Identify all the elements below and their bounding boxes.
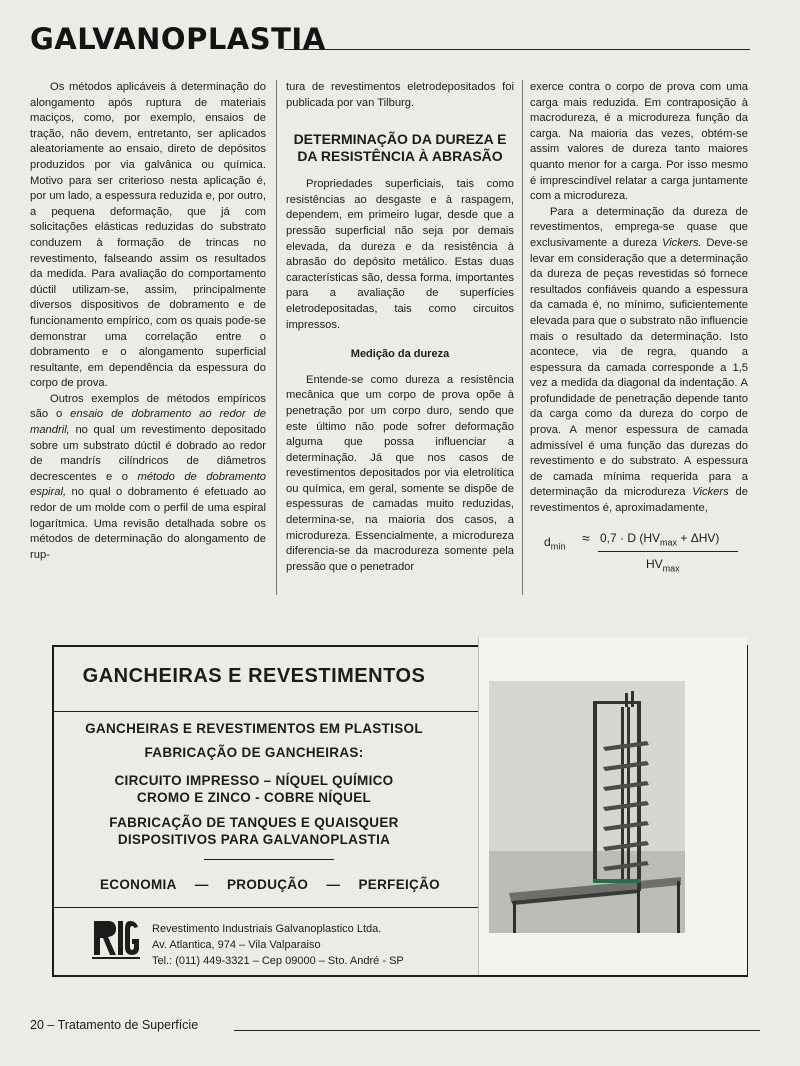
formula-lhs: $d_{mín}$ [544, 534, 566, 552]
ad-photo-panel [478, 637, 747, 975]
fraction-bar [598, 551, 738, 552]
paragraph: Entende-se como dureza a resistência mecânica que um corpo de prova opõe à penetração por um corpo duro, sendo que este último não pode sofrer deformação alguma que possa influenciar a determinação. Já que nos casos de revestimentos depositados por via eletrolítica ou química, em geral, somente se dispõe de espessuras de camadas muito reduzidas, determina-se, na maioria dos casos, a microdureza. Essencialmente, a microdureza diferencia-se da macrodureza somente pela pressão que o penetrador [286, 373, 514, 573]
formula-numerator: 0,7 · D $(HV_{max} + \Delta HV)$ [600, 530, 720, 548]
ad-divider [54, 907, 478, 908]
company-name: Revestimento Industriais Galvanoplastico Ltda. [152, 923, 382, 935]
section-heading: DETERMINAÇÃO DA DUREZA E DA RESISTÊNCIA À ABRASÃO [293, 131, 507, 165]
text-run: Outros exemplos de métodos empíricos são o [30, 392, 266, 421]
ad-line: FABRICAÇÃO DE GANCHEIRAS: [144, 745, 364, 760]
emphasis: método de dobramento espiral, [30, 470, 266, 499]
footer-rule [234, 1030, 760, 1031]
emphasis: Vickers [692, 486, 729, 499]
text-run: no qual um revestimento depositado sobre um substrato dúctil é dobrado ao redor de mandrís cilíndricos de diâmetros decrescentes e o [30, 424, 266, 483]
column-divider [276, 80, 277, 595]
page-footer [30, 1018, 760, 1038]
paragraph: tura de revestimentos eletrodepositados foi publicada por van Tilburg. [286, 81, 514, 109]
paragraph: Propriedades superficiais, tais como resistências ao desgaste e à raspagem, dependem, em primeiro lugar, desde que a pressão superficial não seja por demais elevada, da dureza e da resistência à abrasão do depósito metálico. Estas duas características são, dessa forma, importantes para a avaliação de superfícies eletrodepositadas, tais como circuitos impressos. [286, 178, 514, 331]
company-phone: Tel.: (011) 449-3321 – Cep 09000 – Sto. André - SP [152, 955, 404, 967]
text-run: Para a determinação da dureza de revestimentos, emprega-se quase que exclusivamente a dureza [530, 205, 748, 249]
rig-logo-icon [90, 917, 142, 961]
company-address: Av. Atlantica, 974 – Vila Valparaiso [152, 939, 321, 951]
ad-text-panel [54, 647, 478, 975]
text-run: de revestimentos é, aproximadamente, [530, 486, 748, 515]
emphasis: ensaio de dobramento ao redor de mandril, [30, 408, 266, 437]
page-title: GALVANOPLASTIA [30, 22, 326, 56]
ad-contact [152, 921, 404, 969]
slogan-dash: — [326, 877, 341, 892]
slogan-word: ECONOMIA [100, 877, 177, 892]
ad-line: GANCHEIRAS E REVESTIMENTOS EM PLASTISOL [85, 721, 423, 736]
article-column-2 [286, 80, 514, 575]
article-column-1 [30, 80, 266, 563]
rack-photo-icon [489, 681, 685, 933]
paragraph [530, 205, 748, 517]
ad-divider [204, 859, 334, 860]
paragraph: Os métodos aplicáveis à determinação do alongamento após ruptura de materiais maciços, como, por exemplo, ensaios de tração, não devem, entretanto, ser aplicados aleatoriamente ao ensaio, direto de depósitos produzidos por via galvânica ou química. Motivo para ser criterioso nesta aplicação é, por um lado, a espessura reduzida e, por outro, a pequena deformação, que já com solicitações elásticas reduzidas do substrato conduzem à formação de trincas no revestimento, falseando assim os resultados da medida. Para avaliação do comportamento dúctil utilizam-se, assim, principalmente diversos dispositivos de dobramento e de funcionamento empírico, com os quais pode-se demonstrar uma correlação entre o dobramento e o alongamento superficial resultante, em dependência da espessura do corpo de prova. [30, 81, 266, 390]
header-rule [284, 49, 750, 50]
text-run: no qual o dobramento é efetuado ao redor de um molde com o perfil de uma espiral logarítmica. Uma revisão detalhada sobre os métodos de determinação do alongamento de rup- [30, 486, 266, 561]
page-header [30, 22, 730, 58]
article-column-3 [530, 80, 748, 579]
footer-page-label: 20 – Tratamento de Superfície [30, 1018, 199, 1032]
ad-line: CIRCUITO IMPRESSO – NÍQUEL QUÍMICO [114, 773, 394, 788]
slogan-dash: — [194, 877, 209, 892]
formula-denominator: $HV_{max}$ [646, 556, 680, 574]
advertisement [52, 645, 748, 977]
slogan-word: PRODUÇÃO [227, 877, 309, 892]
ad-slogan [100, 877, 440, 892]
subheading: Medição da dureza [350, 348, 450, 361]
ad-line: CROMO E ZINCO - COBRE NÍQUEL [136, 790, 372, 805]
column-divider [522, 80, 523, 595]
slogan-word: PERFEIÇÃO [358, 877, 440, 892]
ad-title: GANCHEIRAS E REVESTIMENTOS [82, 665, 426, 687]
paragraph: exerce contra o corpo de prova com uma carga mais reduzida. Em contraposição à macrodureza, é a microdureza função da carga. Na maioria das vezes, obtém-se assim valores de dureza tanto maiores quanto menor for a carga. Por isso mesmo é imprescindível relatar a carga juntamente com a microdureza. [530, 81, 748, 203]
ad-line: FABRICAÇÃO DE TANQUES E QUAISQUER [109, 815, 399, 830]
ad-divider [54, 711, 478, 712]
ad-line: DISPOSITIVOS PARA GALVANOPLASTIA [117, 832, 391, 847]
formula [530, 527, 748, 579]
text-run: Deve-se levar em consideração que a determinação da dureza de peças revestidas só fornece resultados confiáveis quando a espessura da camada é, no mínimo, suficientemente elevada para que o substrato não influencie mais o resultado da determinação. Isto acontece, via de regra, quando a espessura da camada corresponde a 1,5 vez a medida da diagonal da indentação. A profundidade de penetração depende tanto da carga como da dureza do corpo de prova. A menor espessura de camada admissível é uma função das durezas do revestimento e do substrato. A espessura de camada mínima requerida para a determinação da microdureza [530, 236, 748, 499]
approx-symbol: ≈ [582, 529, 590, 546]
paragraph [30, 392, 266, 564]
emphasis: Vickers. [661, 236, 702, 249]
